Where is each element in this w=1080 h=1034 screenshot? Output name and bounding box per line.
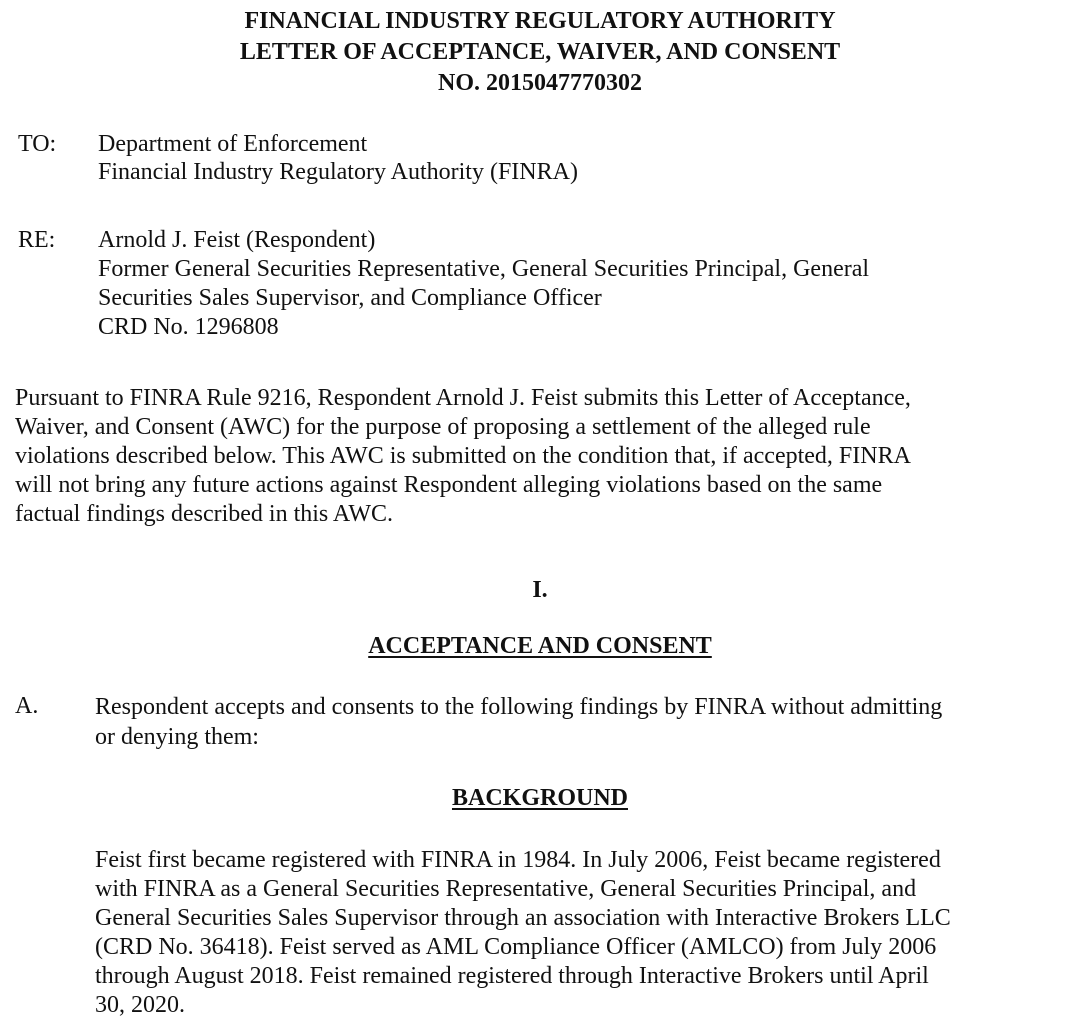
background-line: General Securities Sales Supervisor through an association with Interactive Brokers LLC: [95, 905, 951, 931]
to-label: TO:: [18, 131, 57, 157]
re-line: Arnold J. Feist (Respondent): [98, 227, 376, 253]
background-line: 30, 2020.: [95, 992, 185, 1018]
intro-paragraph: [15, 384, 1065, 529]
re-label: RE:: [18, 227, 56, 253]
intro-line: will not bring any future actions against Respondent alleging violations based on the same: [15, 472, 883, 498]
re-line: Securities Sales Supervisor, and Compliance Officer: [98, 285, 602, 311]
intro-line: Pursuant to FINRA Rule 9216, Respondent Arnold J. Feist submits this Letter of Acceptance,: [15, 385, 911, 411]
item-a-label: A.: [15, 693, 39, 719]
header-letter-title: LETTER OF ACCEPTANCE, WAIVER, AND CONSENT: [239, 39, 841, 65]
background-line: Feist first became registered with FINRA in 1984. In July 2006, Feist became registered: [95, 847, 941, 873]
header-authority: FINANCIAL INDUSTRY REGULATORY AUTHORITY: [244, 8, 836, 34]
background-paragraph: [95, 846, 1075, 1020]
section-title-text: ACCEPTANCE AND CONSENT: [368, 633, 712, 659]
background-heading: [0, 784, 1080, 812]
to-line: Department of Enforcement: [98, 131, 368, 157]
section-title: [0, 632, 1080, 660]
background-line: (CRD No. 36418). Feist served as AML Compliance Officer (AMLCO) from July 2006: [95, 934, 937, 960]
intro-line: factual findings described in this AWC.: [15, 501, 393, 527]
re-line: CRD No. 1296808: [98, 314, 279, 340]
to-line: Financial Industry Regulatory Authority (FINRA): [98, 159, 578, 185]
item-a-line: Respondent accepts and consents to the following findings by FINRA without admitting: [95, 694, 943, 720]
re-line: Former General Securities Representative, General Securities Principal, General: [98, 256, 870, 282]
intro-line: Waiver, and Consent (AWC) for the purpose of proposing a settlement of the alleged rule: [15, 414, 871, 440]
section-numeral: I.: [532, 577, 548, 603]
document-header: [0, 6, 1080, 99]
background-line: with FINRA as a General Securities Representative, General Securities Principal, and: [95, 876, 917, 902]
item-a-line: or denying them:: [95, 724, 259, 750]
background-title: BACKGROUND: [451, 785, 628, 811]
header-case-number: NO. 2015047770302: [438, 70, 642, 96]
background-line: through August 2018. Feist remained registered through Interactive Brokers until April: [95, 963, 929, 989]
intro-line: violations described below. This AWC is submitted on the condition that, if accepted, FINRA: [15, 443, 911, 469]
